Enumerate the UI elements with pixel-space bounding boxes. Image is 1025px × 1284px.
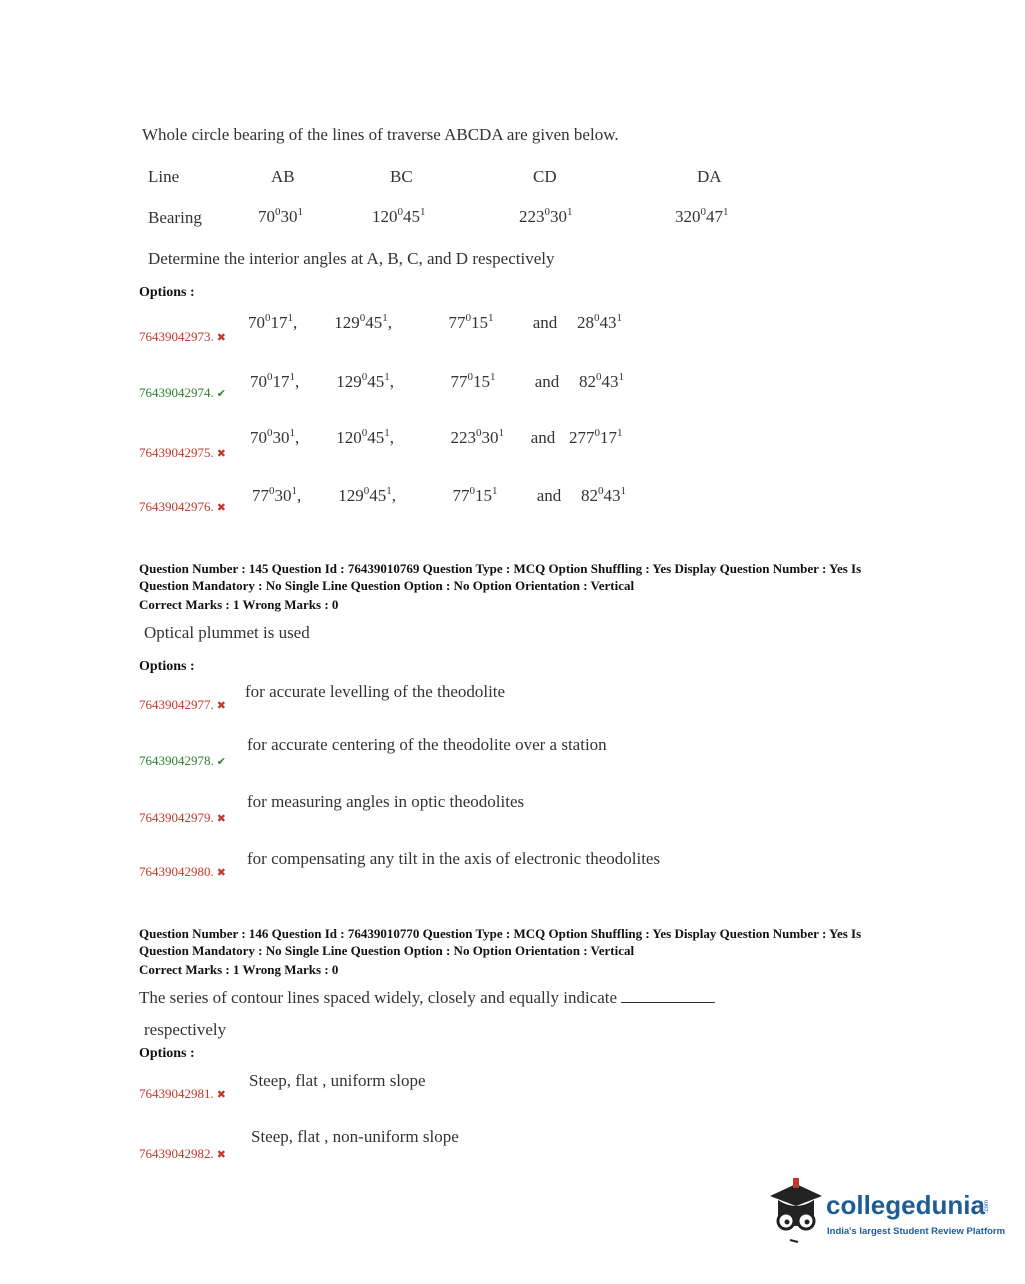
option-text[interactable]: for accurate centering of the theodolite over a station	[247, 735, 607, 754]
option-angles[interactable]: $70^017^1$, $129^045^1$, $77^015^1$ and $82^043^1$	[250, 371, 624, 391]
option-text[interactable]: Steep, flat , non-uniform slope	[251, 1127, 459, 1146]
question-meta: Question Number : 145 Question Id : 76439010769 Question Type : MCQ Option Shuffling : Yes Display Question Number : Yes Is Question Mandatory : No Single Line Question Option : No Option Orientation : Vertical	[139, 561, 862, 593]
collegedunia-logo	[766, 1178, 1006, 1248]
option-id: 76439042982. ✖	[139, 1146, 226, 1161]
option-id: 76439042976. ✖	[139, 499, 226, 514]
table-header-ab: AB	[271, 167, 295, 186]
wrong-icon: ✖	[216, 813, 226, 825]
table-row-label-bearing: Bearing	[148, 208, 202, 227]
table-header-line: Line	[148, 167, 180, 186]
question-marks: Correct Marks : 1 Wrong Marks : 0	[139, 597, 339, 612]
option-angles[interactable]: $77^030^1$, $129^045^1$, $77^015^1$ and $82^043^1$	[252, 485, 626, 505]
option-id: 76439042974. ✔	[139, 385, 226, 400]
option-id: 76439042980. ✖	[139, 864, 226, 879]
question-text-continued: respectively	[144, 1020, 227, 1039]
option-id: 76439042973. ✖	[139, 329, 226, 344]
table-header-bc: BC	[390, 167, 413, 186]
bearing-bc: $120^045^1$	[372, 206, 426, 226]
wrong-icon: ✖	[216, 867, 226, 879]
question-text: The series of contour lines spaced widely, closely and equally indicate	[139, 988, 715, 1008]
logo-tagline: India's largest Student Review Platform	[827, 1226, 1006, 1237]
wrong-icon: ✖	[216, 502, 226, 514]
option-angles[interactable]: $70^017^1$, $129^045^1$, $77^015^1$ and $28^043^1$	[248, 312, 622, 332]
bearing-da: $320^047^1$	[675, 206, 729, 226]
options-label: Options :	[139, 285, 195, 300]
wrong-icon: ✖	[216, 448, 226, 460]
option-id: 76439042981. ✖	[139, 1086, 226, 1101]
wrong-icon: ✖	[216, 1089, 226, 1101]
check-icon: ✔	[216, 756, 226, 768]
check-icon: ✔	[216, 388, 226, 400]
wrong-icon: ✖	[216, 700, 226, 712]
question-instruction: Determine the interior angles at A, B, C, and D respectively	[148, 249, 555, 268]
option-text[interactable]: Steep, flat , uniform slope	[249, 1071, 426, 1090]
wrong-icon: ✖	[216, 1149, 226, 1161]
option-text[interactable]: for accurate levelling of the theodolite	[245, 682, 506, 701]
bearing-ab: $70^030^1$	[258, 206, 303, 226]
table-header-cd: CD	[533, 167, 557, 186]
options-label: Options :	[139, 1046, 195, 1061]
question-marks: Correct Marks : 1 Wrong Marks : 0	[139, 962, 339, 977]
option-id: 76439042979. ✖	[139, 810, 226, 825]
option-id: 76439042977. ✖	[139, 697, 226, 712]
table-header-da: DA	[697, 167, 722, 186]
mascot-icon	[766, 1178, 826, 1244]
option-id: 76439042975. ✖	[139, 445, 226, 460]
option-text[interactable]: for measuring angles in optic theodolites	[247, 792, 525, 811]
logo-suffix: .com	[984, 1200, 990, 1214]
option-id: 76439042978. ✔	[139, 753, 226, 768]
options-label: Options :	[139, 659, 195, 674]
answer-blank	[621, 990, 715, 1003]
question-meta: Question Number : 146 Question Id : 76439010770 Question Type : MCQ Option Shuffling : Yes Display Question Number : Yes Is Question Mandatory : No Single Line Question Option : No Option Orientation : Vertical	[139, 926, 862, 958]
option-text[interactable]: for compensating any tilt in the axis of electronic theodolites	[247, 849, 661, 868]
wrong-icon: ✖	[216, 332, 226, 344]
bearing-cd: $223^030^1$	[519, 206, 573, 226]
question-text: Whole circle bearing of the lines of traverse ABCDA are given below.	[142, 125, 619, 144]
option-angles[interactable]: $70^030^1$, $120^045^1$, $223^030^1$ and $277^017^1$	[250, 427, 623, 447]
logo-name: collegedunia	[826, 1190, 985, 1220]
question-text: Optical plummet is used	[144, 623, 310, 642]
